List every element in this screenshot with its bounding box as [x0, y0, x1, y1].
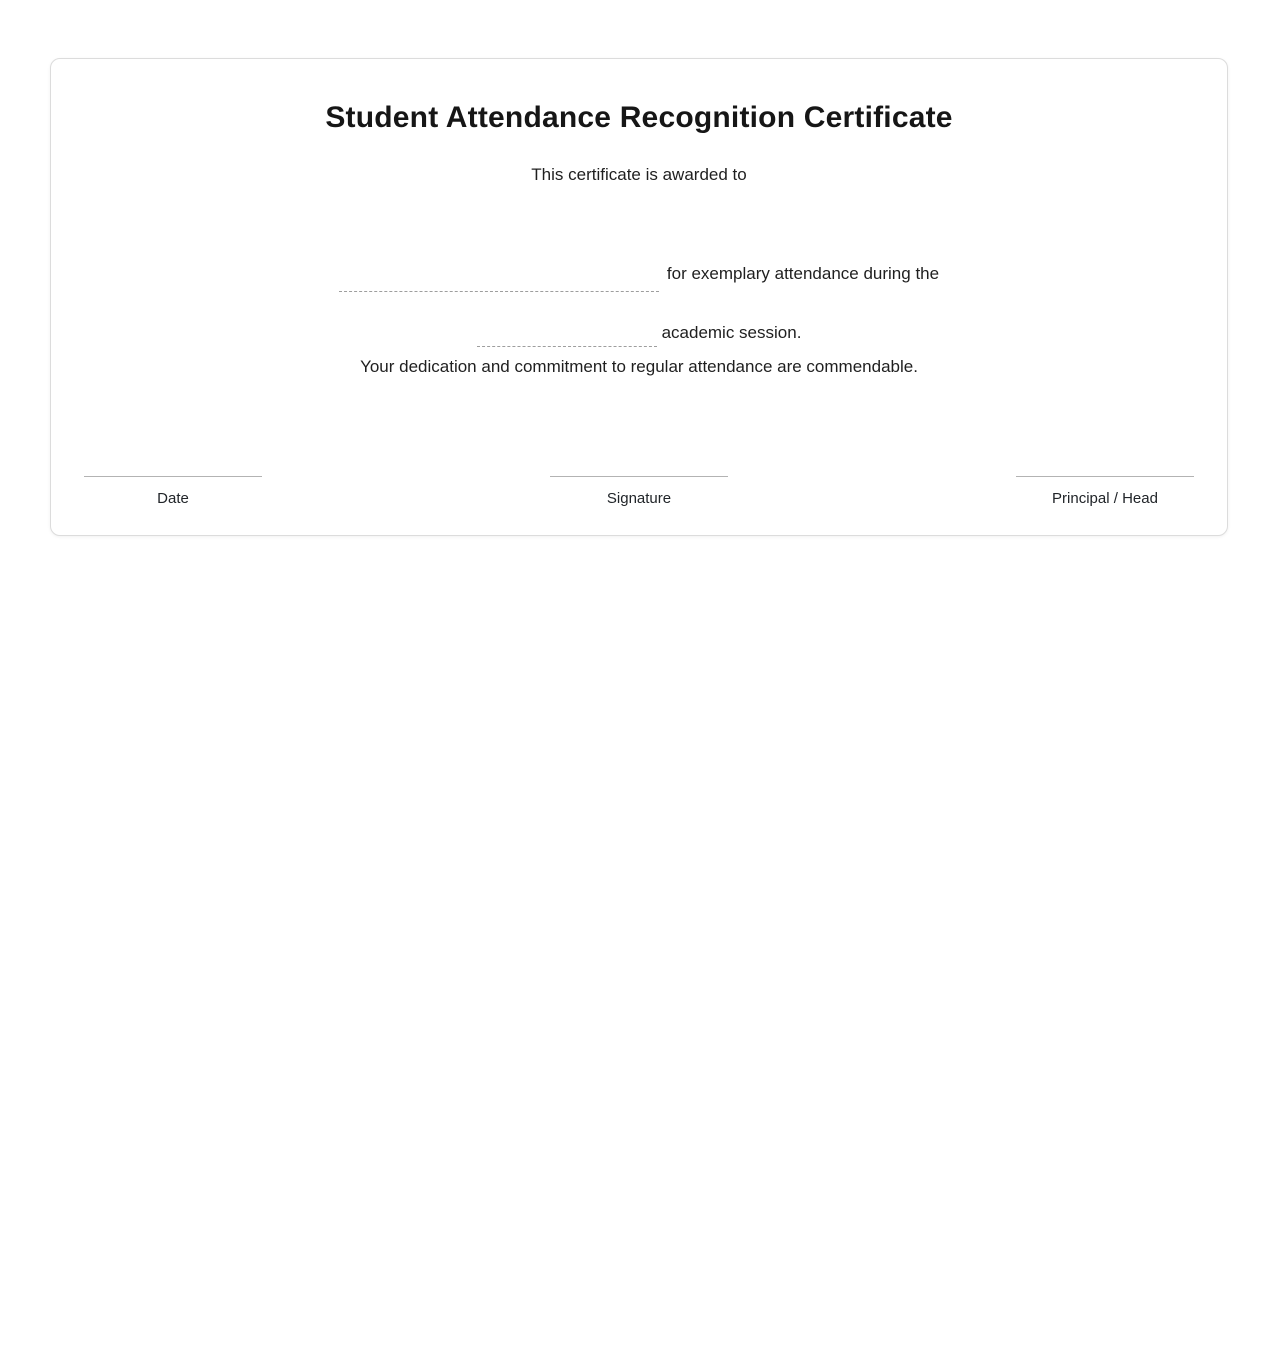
signature-block-signature	[550, 476, 728, 508]
student-name-blank	[339, 291, 659, 292]
attendance-duration-text: for exemplary attendance during the	[666, 264, 940, 283]
certificate-intro-text: This certificate is awarded to	[531, 165, 747, 184]
academic-session-blank	[477, 346, 657, 347]
certificate-card	[50, 58, 1228, 536]
signature-label-principal: Principal / Head	[1052, 490, 1158, 507]
commendation-text: Your dedication and commitment to regular attendance are commendable.	[360, 357, 918, 376]
signature-label-signature: Signature	[606, 490, 672, 507]
attendance-line	[51, 263, 1227, 284]
signature-block-date	[84, 476, 262, 508]
signature-label-date: Date	[157, 490, 189, 507]
session-line	[51, 322, 1227, 343]
signature-row	[51, 476, 1227, 508]
signature-block-principal	[1016, 476, 1194, 508]
certificate-title: Student Attendance Recognition Certificate	[325, 101, 953, 134]
academic-session-text: academic session.	[661, 323, 802, 342]
